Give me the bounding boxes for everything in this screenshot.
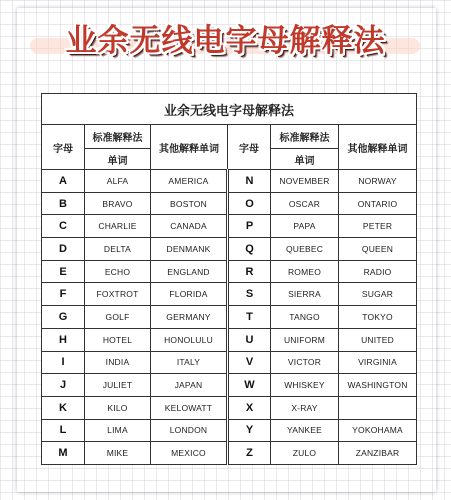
other-word-cell: NORWAY [339,170,417,193]
table-row [42,170,417,193]
letter-cell: A [42,170,85,193]
word-cell: KILO [85,396,151,419]
letter-cell: X [228,396,271,419]
other-word-cell: QUEEN [339,238,417,261]
other-word-cell: AMERICA [151,170,228,193]
table-row [42,215,417,238]
letter-cell: F [42,283,85,306]
letter-cell: P [228,215,271,238]
header-other-right: 其他解释单词 [339,125,417,170]
page-title: 业余无线电字母解释法 [65,23,386,59]
other-word-cell: ZANZIBAR [339,442,417,465]
letter-cell: C [42,215,85,238]
letter-cell: M [42,442,85,465]
word-cell: BRAVO [85,192,151,215]
word-cell: YANKEE [271,419,339,442]
table-caption: 业余无线电字母解释法 [42,94,417,125]
letter-cell: V [228,351,271,374]
other-word-cell: RADIO [339,260,417,283]
letter-cell: R [228,260,271,283]
letter-cell: J [42,374,85,397]
word-cell: PAPA [271,215,339,238]
table-row [42,396,417,419]
other-word-cell: CANADA [151,215,228,238]
other-word-cell [339,396,417,419]
letter-cell: Q [228,238,271,261]
word-cell: GOLF [85,306,151,329]
table-row [42,192,417,215]
other-word-cell: PETER [339,215,417,238]
other-word-cell: HONOLULU [151,328,228,351]
table-row [42,351,417,374]
table-row [42,283,417,306]
table-row [42,442,417,465]
letter-cell: Z [228,442,271,465]
word-cell: NOVEMBER [271,170,339,193]
word-cell: VICTOR [271,351,339,374]
other-word-cell: UNITED [339,328,417,351]
letter-cell: N [228,170,271,193]
other-word-cell: ENGLAND [151,260,228,283]
word-cell: X-RAY [271,396,339,419]
header-word-right: 单词 [271,149,339,170]
letter-cell: K [42,396,85,419]
table-row [42,419,417,442]
table-row [42,306,417,329]
word-cell: ROMEO [271,260,339,283]
letter-cell: Y [228,419,271,442]
header-letter-left: 字母 [42,125,85,170]
header-letter-right: 字母 [228,125,271,170]
table-row [42,328,417,351]
header-standard-right: 标准解释法 [271,125,339,149]
word-cell: JULIET [85,374,151,397]
word-cell: WHISKEY [271,374,339,397]
header-word-left: 单词 [85,149,151,170]
other-word-cell: GERMANY [151,306,228,329]
other-word-cell: WASHINGTON [339,374,417,397]
word-cell: DELTA [85,238,151,261]
word-cell: OSCAR [271,192,339,215]
phonetic-alphabet-table [41,93,417,465]
letter-cell: U [228,328,271,351]
letter-cell: T [228,306,271,329]
other-word-cell: MEXICO [151,442,228,465]
word-cell: HOTEL [85,328,151,351]
table-row [42,374,417,397]
word-cell: INDIA [85,351,151,374]
header-standard-left: 标准解释法 [85,125,151,149]
word-cell: ALFA [85,170,151,193]
other-word-cell: TOKYO [339,306,417,329]
other-word-cell: JAPAN [151,374,228,397]
letter-cell: H [42,328,85,351]
letter-cell: B [42,192,85,215]
table-row [42,238,417,261]
word-cell: CHARLIE [85,215,151,238]
letter-cell: S [228,283,271,306]
word-cell: ECHO [85,260,151,283]
word-cell: FOXTROT [85,283,151,306]
word-cell: MIKE [85,442,151,465]
other-word-cell: YOKOHAMA [339,419,417,442]
other-word-cell: SUGAR [339,283,417,306]
word-cell: QUEBEC [271,238,339,261]
letter-cell: G [42,306,85,329]
letter-cell: E [42,260,85,283]
letter-cell: L [42,419,85,442]
other-word-cell: BOSTON [151,192,228,215]
word-cell: TANGO [271,306,339,329]
letter-cell: I [42,351,85,374]
table-row [42,260,417,283]
word-cell: LIMA [85,419,151,442]
other-word-cell: KELOWATT [151,396,228,419]
letter-cell: O [228,192,271,215]
other-word-cell: ONTARIO [339,192,417,215]
word-cell: ZULO [271,442,339,465]
letter-cell: D [42,238,85,261]
other-word-cell: FLORIDA [151,283,228,306]
other-word-cell: LONDON [151,419,228,442]
other-word-cell: VIRGINIA [339,351,417,374]
other-word-cell: ITALY [151,351,228,374]
header-other-left: 其他解释单词 [151,125,228,170]
letter-cell: W [228,374,271,397]
word-cell: UNIFORM [271,328,339,351]
other-word-cell: DENMANK [151,238,228,261]
word-cell: SIERRA [271,283,339,306]
